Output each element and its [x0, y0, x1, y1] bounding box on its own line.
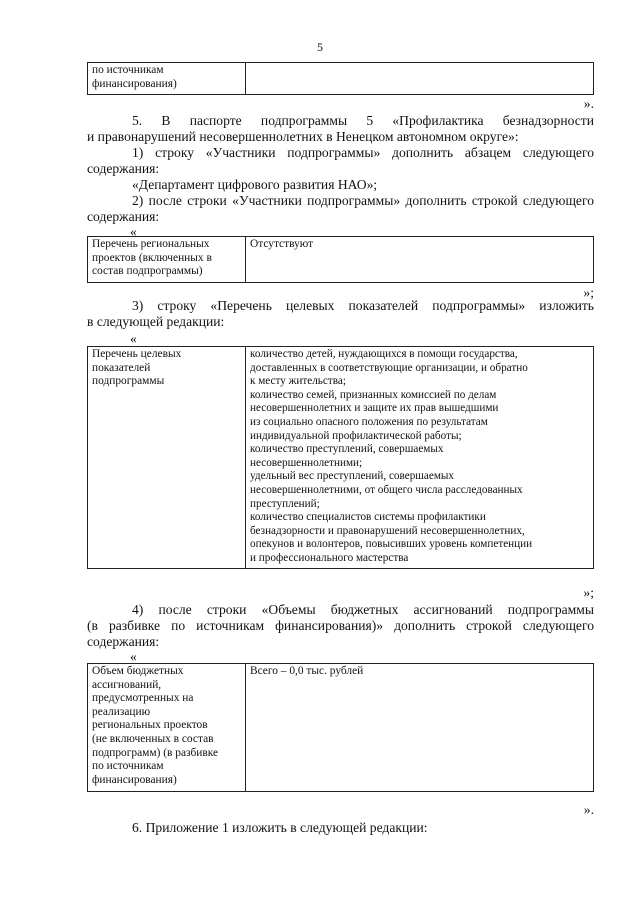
sub1-line2: содержания:	[87, 161, 160, 176]
table-cell-right: Всего – 0,0 тыс. рублей	[246, 664, 594, 792]
sub2-line2: содержания:	[87, 209, 160, 224]
table-cell-left: Перечень региональных проектов (включенных в состав подпрограммы)	[88, 237, 246, 283]
opening-quote: «	[130, 331, 137, 346]
closing-quote: ».	[583, 96, 594, 111]
table-regional-projects	[87, 236, 594, 283]
sub2-line1: 2) после строки «Участники подпрограммы» дополнить строкой следующего	[132, 193, 594, 208]
table-cell-left: Перечень целевых показателей подпрограммы	[88, 347, 246, 569]
closing-quote: »;	[583, 285, 594, 300]
table-target-indicators	[87, 346, 594, 569]
table-continuation	[87, 62, 594, 95]
table-cell-right	[246, 63, 594, 95]
table-budget-allocations	[87, 663, 594, 792]
sub4-line1: 4) после строки «Объемы бюджетных ассигнований подпрограммы	[132, 602, 594, 617]
sub1-quote: «Департамент цифрового развития НАО»;	[132, 177, 378, 192]
table-cell-right: количество детей, нуждающихся в помощи государства, доставленных в соответствующие организации, и обратно к месту жительства; количество семей, признанных комиссией по делам несовершеннолетних и защите их прав вышедшими из социально опасного положения по результатам индивидуальной профилактической работы; количество преступлений, совершаемых несовершеннолетними; удельный вес преступлений, совершаемых несовершеннолетними, от общего числа расследованных преступлений; количество специалистов системы профилактики безнадзорности и правонарушений несовершеннолетних, опекунов и волонтеров, повысивших уровень компетенции и профессионального мастерства	[246, 347, 594, 569]
item5-line1: 5. В паспорте подпрограммы 5 «Профилактика безнадзорности	[132, 113, 594, 128]
table-cell-right: Отсутствуют	[246, 237, 594, 283]
table-cell-left: Объем бюджетных ассигнований, предусмотренных на реализацию региональных проектов (не включенных в состав подпрограмм) (в разбивке по источникам финансирования)	[88, 664, 246, 792]
table-cell-left: по источникам финансирования)	[88, 63, 246, 95]
item6-line: 6. Приложение 1 изложить в следующей редакции:	[132, 820, 428, 835]
closing-quote: ».	[583, 802, 594, 817]
opening-quote: «	[130, 224, 137, 239]
opening-quote: «	[130, 649, 137, 664]
sub3-line2: в следующей редакции:	[87, 314, 225, 329]
sub4-line3: содержания:	[87, 634, 160, 649]
sub1-line1: 1) строку «Участники подпрограммы» дополнить абзацем следующего	[132, 145, 594, 160]
closing-quote: »;	[583, 585, 594, 600]
item5-line2: и правонарушений несовершеннолетних в Ненецком автономном округе»:	[87, 129, 519, 144]
sub4-line2: (в разбивке по источникам финансирования)» дополнить строкой следующего	[87, 618, 594, 633]
page-number: 5	[317, 40, 323, 54]
sub3-line1: 3) строку «Перечень целевых показателей подпрограммы» изложить	[132, 298, 594, 313]
